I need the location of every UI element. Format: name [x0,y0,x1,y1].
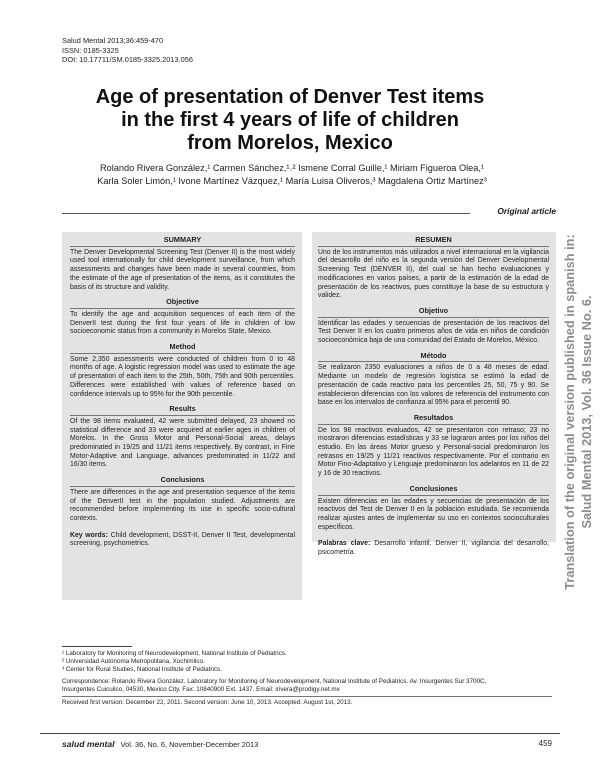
summary-intro: The Denver Developmental Screening Test (Denver II) is the most widely used tool internationally for child development surveillance, from which assessments and changes have been made in several countries, from the estimate of the age of presentation of the items, as it constitutes the basis of its structure and validity. [70,248,295,291]
summary-objective: To identify the age and acquisition sequences of each item of the DenverII test during the first four years of life in children of low socioeconomic status from a community in Morelos State, Mexico. [70,310,295,336]
affiliation-3: ³ Center for Rural Studies, National Institute of Pediatrics. [62,665,222,673]
resumen-resultados-rule [318,424,549,425]
journal-footer [62,739,258,749]
resumen-conclusiones-heading: Conclusiones [409,483,458,493]
article-meta [62,36,193,65]
resumen-metodo: Se realizaron 2350 evaluaciones a niños de 0 a 48 meses de edad. Mediante un modelo de regresión logística se estimó la edad de presentación de cada reactivo para los percentiles 25, 50, 75 y 90. Se establecieron diferencias con los valores de referencia del instrumento con base en los intervalos de confianza al 95% para el percentil 90. [318,364,549,407]
resumen-heading: RESUMEN [415,235,452,244]
side-note-text [561,234,595,590]
citation: Salud Mental 2013;36:459-470 [62,36,164,45]
summary-keywords [70,532,295,549]
summary-heading: SUMMARY [163,235,202,244]
doi: DOI: 10.17711/SM.0185-3325.2013.056 [62,55,193,65]
title-line-2: in the first 4 years of life of children [121,109,459,131]
summary-conclusions-heading: Conclusions [160,475,205,485]
summary-method: Some 2,350 assessments were conducted of children from 0 to 48 months of age. A logistic regression model was used to estimate the age of presentation of each item to the 25th, 50th, 75th and 90th percentiles. Differences were established with values of reference based on confidence intervals up to 95% for the 90th percentile. [70,355,295,398]
authors-line-2: Karla Soler Limón,¹ Ivone Martínez Vázquez,¹ María Luisa Oliveros,³ Magdalena Ortiz Martínez³ [97,176,487,186]
resumen-resultados-heading: Resultados [413,412,454,422]
translation-side-note [560,222,596,602]
resumen-objetivo-rule [318,317,549,318]
summary-conclusions: There are differences in the age and presentation sequence of the items of the DenverII test in the population studied. Adjustments are recommended before implementing its use in specific socio-cultural contexts. [70,488,295,522]
title-line-1: Age of presentation of Denver Test items [95,86,485,108]
journal-issue: Vol. 36, No. 6, November-December 2013 [120,740,259,749]
side-note-line-1: Translation of the original version published in spanish in: [562,234,577,590]
resumen-metodo-heading: Método [420,350,447,360]
summary-heading-rule [70,246,295,247]
footer-divider [40,733,560,734]
issn: ISSN: 0185-3325 [62,45,119,55]
affiliation-2: ² Universidad Autónoma Metropolitana, Xochimilco. [62,657,205,665]
correspondence-line-1: Correspondence: Rolando Rivera González. Laboratory for Monitoring of Neurodevelopment, National Institute of Pediatrics. Av. Insurgentes Sur 3700C, [62,678,487,686]
summary-results: Of the 98 items evaluated, 42 were submitted delayed, 23 showed no statistical difference and 33 were acquired at earlier ages in children of Morelos. In the Gross Motor and Personal-Social areas, delays predominated in 19/25 and 11/21 items respectively. By contrast, in Fine Motor-Adaptive and Language, advances predominated in 11/22 and 16/30 items. [70,417,295,469]
article-type-label: Original article [470,206,556,216]
affiliation-1: ¹ Laboratory for Monitoring of Neurodevelopment, National Institute of Pediatrics. [62,650,287,657]
author-list [58,162,526,188]
keywords-label: Key words: [70,531,108,539]
title-line-3: from Morelos, Mexico [187,132,393,154]
resumen-column [318,236,549,558]
page-number: 459 [538,739,552,748]
palabras-clave-label: Palabras clave: [318,540,371,548]
summary-objective-rule [70,308,295,309]
resumen-conclusiones-rule [318,495,549,496]
resumen-objetivo: Identificar las edades y secuencias de presentación de los reactivos del Test Denver II en los cuatro primeros años de vida en niños de condición socioeconómica baja de una comunidad del Estado de Morelos, México. [318,319,549,345]
authors-line-1: Rolando Rivera González,¹ Carmen Sánchez,¹˒² Ismene Corral Guille,¹ Miriam Figueroa Olea,¹ [100,163,484,173]
summary-method-rule [70,353,295,354]
received-divider [62,696,552,697]
resumen-heading-rule [318,246,549,247]
side-note-line-2: Salud Mental 2013, Vol. 36 Issue No. 6. [579,295,594,529]
journal-name: salud mental [62,739,115,749]
correspondence-line-2: Insurgentes Cuicuilco, 04530, Mexico City. Fax: 10840900 Ext. 1437. Email: irivera@prodigy.net.mx [62,686,340,694]
summary-results-rule [70,415,295,416]
summary-results-heading: Results [169,404,196,414]
footnotes [62,650,552,707]
footnote-divider [62,646,132,647]
resumen-metodo-rule [318,361,549,362]
summary-method-heading: Method [169,342,196,352]
received-dates: Received first version: December 22, 2011. Second version: June 10, 2013. Accepted: August 1st, 2013. [62,698,353,706]
resumen-conclusiones: Existen diferencias en las edades y secuencias de presentación de los reactivos del Test de Denver II en la población estudiada. Se recomienda realizar ajustes antes de implementar su uso en contextos socioculturales específicos. [318,497,549,531]
resumen-intro: Uno de los instrumentos más utilizados a nivel internacional en la vigilancia del desarrollo del niño es la segunda versión del Denver Developmental Screening Test (DENVER II), del cual se han hecho evaluaciones y modificaciones en varios países, a partir de la estimación de la edad de presentación de los reactivos, pues constituye la base de su estructura y validez. [318,248,549,300]
resumen-keywords [318,540,549,557]
summary-objective-heading: Objective [166,297,199,307]
palabras-clave-list: Desarrollo infantil, Denver II, vigilancia del desarrollo, psicometría. [318,540,549,557]
article-title [40,86,540,155]
summary-conclusions-rule [70,486,295,487]
resumen-objetivo-heading: Objetivo [418,305,449,315]
resumen-resultados: De los 98 reactivos evaluados, 42 se presentaron con retraso; 23 no mostraron diferencias estadísticas y 33 se lograron antes por los niños del estudio. En las áreas Motor grueso y Personal-social predominaron los retrasos en 19/25 y 11/21 reactivos respectivamente. Por el contrario en Motor Fino-Adaptativo y Lenguaje predominaron los adelantos en 11 de 22 y 16 de 30 reactivos. [318,426,549,478]
keywords-list: Child development, DSST-II, Denver II Test, developmental screening, psychometrics. [70,531,295,548]
summary-column [70,236,295,549]
